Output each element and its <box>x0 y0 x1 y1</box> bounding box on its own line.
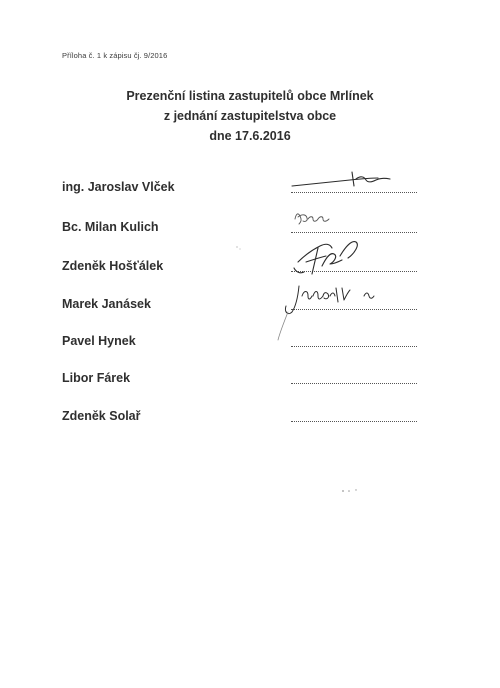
attendee-name: Bc. Milan Kulich <box>62 220 159 234</box>
attendee-name: ing. Jaroslav Vlček <box>62 180 175 194</box>
title-line-2: z jednání zastupitelstva obce <box>163 109 337 123</box>
attendee-name: Marek Janásek <box>62 297 151 311</box>
attendee-name: Pavel Hynek <box>62 334 136 348</box>
attendee-name: Zdeněk Solař <box>62 409 141 423</box>
attendee-name: Zdeněk Hošťálek <box>62 259 164 273</box>
title-line-1: Prezenční listina zastupitelů obce Mrlínek <box>126 89 374 103</box>
attendee-name: Libor Fárek <box>62 371 131 385</box>
attachment-note: Příloha č. 1 k zápisu čj. 9/2016 <box>62 51 168 60</box>
title-line-3: dne 17.6.2016 <box>209 129 291 143</box>
